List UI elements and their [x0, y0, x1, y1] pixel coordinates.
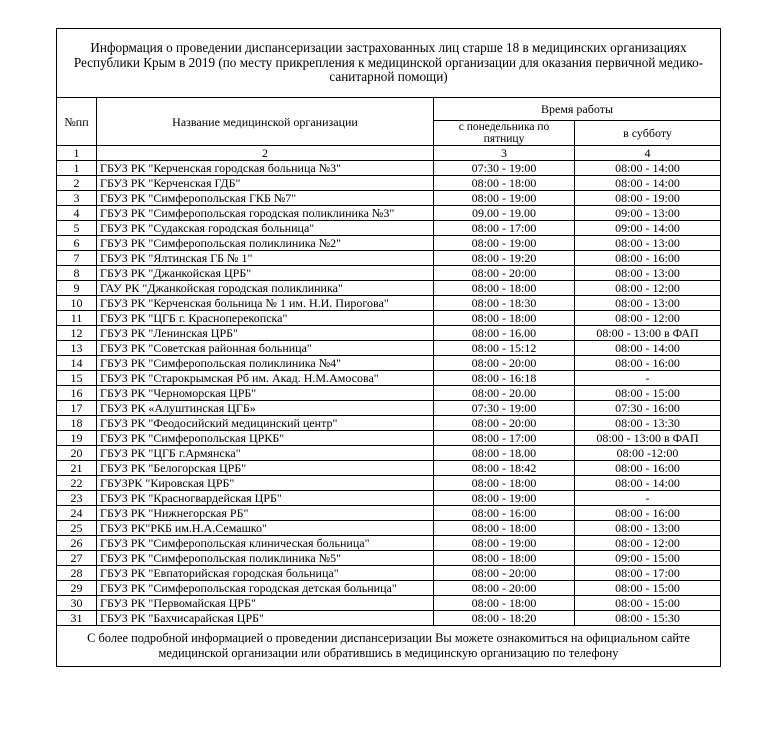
saturday-hours: 08:00 - 13:30 [575, 416, 721, 431]
table-row [57, 176, 721, 191]
table-row [57, 431, 721, 446]
weekday-hours: 08:00 - 19:00 [434, 491, 575, 506]
row-number: 24 [57, 506, 97, 521]
table-row [57, 326, 721, 341]
title-row [57, 29, 721, 98]
weekday-hours: 08:00 - 18:30 [434, 296, 575, 311]
header-num: №пп [57, 98, 97, 146]
organization-name: ГБУЗ РК "Симферопольская поликлиника №5" [97, 551, 434, 566]
saturday-hours: 08:00 - 13:00 [575, 296, 721, 311]
organization-name: ГБУЗ РК "Симферопольская городская поликлиника №3" [97, 206, 434, 221]
table-row [57, 356, 721, 371]
weekday-hours: 08:00 - 20:00 [434, 266, 575, 281]
saturday-hours: - [575, 491, 721, 506]
weekday-hours: 08:00 - 19:20 [434, 251, 575, 266]
weekday-hours: 08:00 - 16:00 [434, 506, 575, 521]
weekday-hours: 08:00 - 18.00 [434, 446, 575, 461]
weekday-hours: 08:00 - 19:00 [434, 536, 575, 551]
organization-name: ГБУЗ РК"РКБ им.Н.А.Семашко" [97, 521, 434, 536]
weekday-hours: 08:00 - 20:00 [434, 356, 575, 371]
row-number: 25 [57, 521, 97, 536]
row-number: 16 [57, 386, 97, 401]
header-time: Время работы [434, 98, 721, 121]
organization-name: ГБУЗ РК "Ялтинская ГБ № 1" [97, 251, 434, 266]
saturday-hours: 08:00 - 12:00 [575, 281, 721, 296]
row-number: 5 [57, 221, 97, 236]
row-number: 10 [57, 296, 97, 311]
saturday-hours: 08:00 - 15:00 [575, 386, 721, 401]
organization-name: ГБУЗ РК "ЦГБ г. Красноперекопска" [97, 311, 434, 326]
row-number: 28 [57, 566, 97, 581]
index-cell: 4 [575, 146, 721, 161]
table-row [57, 341, 721, 356]
weekday-hours: 08:00 - 19:00 [434, 191, 575, 206]
weekday-hours: 08:00 - 19:00 [434, 236, 575, 251]
row-number: 14 [57, 356, 97, 371]
saturday-hours: 08:00 - 13:00 [575, 521, 721, 536]
weekday-hours: 08:00 - 18:00 [434, 476, 575, 491]
organization-name: ГБУЗ РК "Керченская больница № 1 им. Н.И. Пирогова" [97, 296, 434, 311]
saturday-hours: 08:00 - 14:00 [575, 341, 721, 356]
table-row [57, 281, 721, 296]
table-row [57, 206, 721, 221]
organization-name: ГБУЗ РК "Ленинская ЦРБ" [97, 326, 434, 341]
saturday-hours: 08:00 - 19:00 [575, 191, 721, 206]
table-row [57, 611, 721, 626]
footer-note: С более подробной информацией о проведении диспансеризации Вы можете ознакомиться на официальном сайте медицинской организации или обратившись в медицинскую организацию по телефону [57, 626, 721, 667]
saturday-hours: 08:00 - 16:00 [575, 506, 721, 521]
saturday-hours: 08:00 - 16:00 [575, 356, 721, 371]
weekday-hours: 08:00 - 16:18 [434, 371, 575, 386]
table-row [57, 521, 721, 536]
saturday-hours: 08:00 - 17:00 [575, 566, 721, 581]
row-number: 19 [57, 431, 97, 446]
organization-name: ГБУЗРК "Кировская ЦРБ" [97, 476, 434, 491]
saturday-hours: 09:00 - 15:00 [575, 551, 721, 566]
organization-name: ГАУ РК "Джанкойская городская поликлиника" [97, 281, 434, 296]
organization-name: ГБУЗ РК "Старокрымская Рб им. Акад. Н.М.Амосова" [97, 371, 434, 386]
saturday-hours: 09:00 - 13:00 [575, 206, 721, 221]
table-row [57, 476, 721, 491]
organization-name: ГБУЗ РК "Евпаторийская городская больница" [97, 566, 434, 581]
row-number: 31 [57, 611, 97, 626]
weekday-hours: 08:00 - 18:20 [434, 611, 575, 626]
organization-name: ГБУЗ РК "Симферопольская поликлиника №4" [97, 356, 434, 371]
table-row [57, 221, 721, 236]
table-row [57, 191, 721, 206]
organization-name: ГБУЗ РК "Черноморская ЦРБ" [97, 386, 434, 401]
saturday-hours: 08:00 - 12:00 [575, 536, 721, 551]
row-number: 4 [57, 206, 97, 221]
weekday-hours: 07:30 - 19:00 [434, 401, 575, 416]
weekday-hours: 08:00 - 20:00 [434, 416, 575, 431]
row-number: 26 [57, 536, 97, 551]
header-name: Название медицинской организации [97, 98, 434, 146]
organization-name: ГБУЗ РК "Судакская городская больница" [97, 221, 434, 236]
saturday-hours: 08:00 - 14:00 [575, 176, 721, 191]
organization-name: ГБУЗ РК "Симферопольская клиническая больница" [97, 536, 434, 551]
table-row [57, 311, 721, 326]
organization-name: ГБУЗ РК "Нижнегорская РБ" [97, 506, 434, 521]
dispensary-schedule-table [56, 28, 721, 667]
weekday-hours: 09.00 - 19.00 [434, 206, 575, 221]
header-row-1 [57, 98, 721, 121]
row-number: 27 [57, 551, 97, 566]
weekday-hours: 08:00 - 18:00 [434, 596, 575, 611]
weekday-hours: 08:00 - 17:00 [434, 431, 575, 446]
table-row [57, 551, 721, 566]
weekday-hours: 08:00 - 20.00 [434, 386, 575, 401]
organization-name: ГБУЗ РК "Феодосийский медицинский центр" [97, 416, 434, 431]
table-row [57, 506, 721, 521]
weekday-hours: 08:00 - 18:00 [434, 281, 575, 296]
organization-name: ГБУЗ РК "Красногвардейская ЦРБ" [97, 491, 434, 506]
row-number: 13 [57, 341, 97, 356]
saturday-hours: 08:00 -12:00 [575, 446, 721, 461]
saturday-hours: 08:00 - 15:00 [575, 596, 721, 611]
footer-row [57, 626, 721, 667]
index-cell: 1 [57, 146, 97, 161]
organization-name: ГБУЗ РК "ЦГБ г.Армянска" [97, 446, 434, 461]
weekday-hours: 08:00 - 17:00 [434, 221, 575, 236]
row-number: 1 [57, 161, 97, 176]
weekday-hours: 08:00 - 16.00 [434, 326, 575, 341]
weekday-hours: 07:30 - 19:00 [434, 161, 575, 176]
table-row [57, 416, 721, 431]
row-number: 22 [57, 476, 97, 491]
index-cell: 2 [97, 146, 434, 161]
row-number: 11 [57, 311, 97, 326]
table-row [57, 371, 721, 386]
row-number: 17 [57, 401, 97, 416]
table-row [57, 581, 721, 596]
row-number: 9 [57, 281, 97, 296]
saturday-hours: 08:00 - 16:00 [575, 461, 721, 476]
table-row [57, 446, 721, 461]
row-number: 21 [57, 461, 97, 476]
organization-name: ГБУЗ РК «Алуштинская ЦГБ» [97, 401, 434, 416]
row-number: 23 [57, 491, 97, 506]
table-row [57, 251, 721, 266]
organization-name: ГБУЗ РК "Советская районная больница" [97, 341, 434, 356]
table-row [57, 296, 721, 311]
organization-name: ГБУЗ РК "Симферопольская ЦРКБ" [97, 431, 434, 446]
row-number: 3 [57, 191, 97, 206]
organization-name: ГБУЗ РК "Бахчисарайская ЦРБ" [97, 611, 434, 626]
table-row [57, 161, 721, 176]
row-number: 18 [57, 416, 97, 431]
saturday-hours: 08:00 - 15:00 [575, 581, 721, 596]
table-row [57, 536, 721, 551]
saturday-hours: - [575, 371, 721, 386]
row-number: 12 [57, 326, 97, 341]
organization-name: ГБУЗ РК "Симферопольская поликлиника №2" [97, 236, 434, 251]
weekday-hours: 08:00 - 18:00 [434, 551, 575, 566]
weekday-hours: 08:00 - 15:12 [434, 341, 575, 356]
header-weekday: с понедельника по пятницу [434, 121, 575, 146]
organization-name: ГБУЗ РК "Керченская ГДБ" [97, 176, 434, 191]
table-row [57, 596, 721, 611]
table-row [57, 266, 721, 281]
header-saturday: в субботу [575, 121, 721, 146]
weekday-hours: 08:00 - 18:42 [434, 461, 575, 476]
weekday-hours: 08:00 - 18:00 [434, 311, 575, 326]
saturday-hours: 08:00 - 14:00 [575, 476, 721, 491]
row-number: 2 [57, 176, 97, 191]
saturday-hours: 08:00 - 13:00 [575, 266, 721, 281]
saturday-hours: 08:00 - 15:30 [575, 611, 721, 626]
table-row [57, 401, 721, 416]
index-cell: 3 [434, 146, 575, 161]
organization-name: ГБУЗ РК "Джанкойская ЦРБ" [97, 266, 434, 281]
row-number: 29 [57, 581, 97, 596]
row-number: 8 [57, 266, 97, 281]
table-title: Информация о проведении диспансеризации застрахованных лиц старше 18 в медицинских организациях Республики Крым в 2019 (по месту прикрепления к медицинской организации для оказания первичной медико-санитарной помощи) [57, 29, 721, 98]
row-number: 6 [57, 236, 97, 251]
weekday-hours: 08:00 - 18:00 [434, 176, 575, 191]
saturday-hours: 08:00 - 14:00 [575, 161, 721, 176]
table-row [57, 491, 721, 506]
saturday-hours: 08:00 - 13:00 в ФАП [575, 431, 721, 446]
organization-name: ГБУЗ РК "Симферопольская ГКБ №7" [97, 191, 434, 206]
weekday-hours: 08:00 - 18:00 [434, 521, 575, 536]
table-row [57, 386, 721, 401]
organization-name: ГБУЗ РК "Керченская городская больница №3" [97, 161, 434, 176]
row-number: 7 [57, 251, 97, 266]
table-row [57, 461, 721, 476]
saturday-hours: 08:00 - 12:00 [575, 311, 721, 326]
index-row [57, 146, 721, 161]
saturday-hours: 08:00 - 13:00 [575, 236, 721, 251]
organization-name: ГБУЗ РК "Первомайская ЦРБ" [97, 596, 434, 611]
saturday-hours: 08:00 - 13:00 в ФАП [575, 326, 721, 341]
weekday-hours: 08:00 - 20:00 [434, 566, 575, 581]
organization-name: ГБУЗ РК "Белогорская ЦРБ" [97, 461, 434, 476]
table-row [57, 566, 721, 581]
table-row [57, 236, 721, 251]
organization-name: ГБУЗ РК "Симферопольская городская детская больница" [97, 581, 434, 596]
row-number: 30 [57, 596, 97, 611]
saturday-hours: 08:00 - 16:00 [575, 251, 721, 266]
weekday-hours: 08:00 - 20:00 [434, 581, 575, 596]
row-number: 15 [57, 371, 97, 386]
saturday-hours: 07:30 - 16:00 [575, 401, 721, 416]
row-number: 20 [57, 446, 97, 461]
saturday-hours: 09:00 - 14:00 [575, 221, 721, 236]
